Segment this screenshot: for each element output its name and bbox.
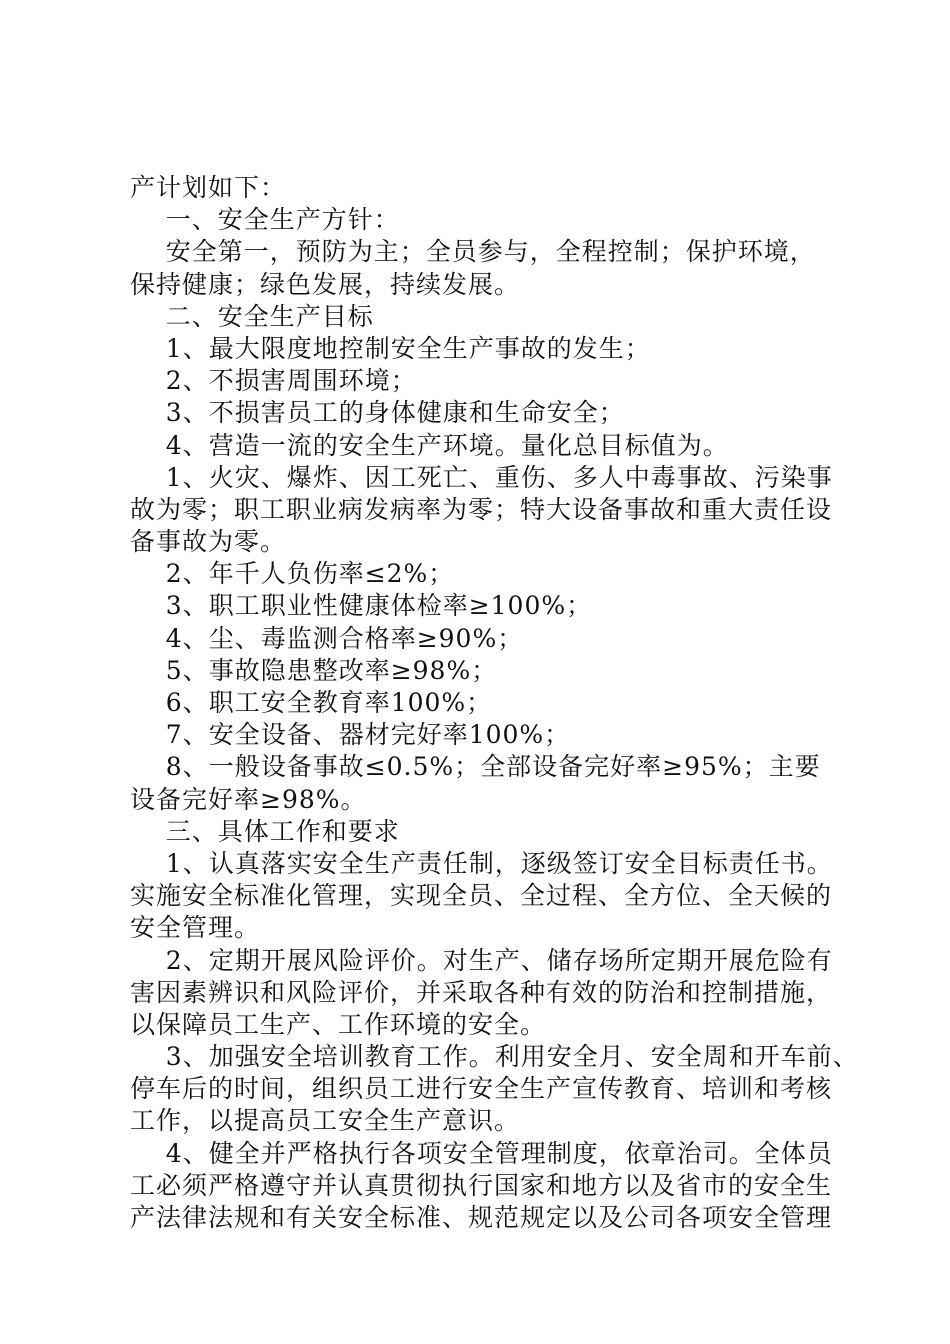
text-line: 害因素辨识和风险评价，并采取各种有效的防治和控制措施，: [130, 977, 833, 1007]
text-line: 产计划如下：: [130, 173, 287, 202]
document-body: [130, 172, 859, 1234]
text-line: 三、具体工作和要求: [130, 816, 400, 846]
text-line: 7、安全设备、器材完好率100%；: [130, 720, 571, 750]
text-line: 实施安全标准化管理，实现全员、全过程、全方位、全天候的: [130, 881, 833, 911]
text-line: 故为零；职工职业病发病率为零；特大设备事故和重大责任设: [130, 494, 833, 524]
text-line: 3、职工职业性健康体检率≥100%；: [130, 591, 593, 621]
text-line: 以保障员工生产、工作环境的安全。: [130, 1009, 547, 1039]
text-line: 备事故为零。: [130, 527, 287, 557]
text-line: 安全第一，预防为主；全员参与，全程控制；保护环境，: [130, 237, 816, 267]
text-line: 工作，以提高员工安全生产意识。: [130, 1106, 521, 1136]
text-line: 3、加强安全培训教育工作。利用安全月、安全周和开车前、: [130, 1042, 859, 1072]
text-line: 安全管理。: [130, 913, 261, 943]
text-line: 保持健康；绿色发展，持续发展。: [130, 269, 521, 299]
text-line: 工必须严格遵守并认真贯彻执行国家和地方以及省市的安全生: [130, 1170, 833, 1200]
text-line: 二、安全生产目标: [130, 301, 374, 331]
text-line: 4、营造一流的安全生产环境。量化总目标值为。: [130, 430, 729, 460]
text-line: 产法律法规和有关安全标准、规范规定以及公司各项安全管理: [130, 1203, 833, 1232]
text-line: 1、认真落实安全生产责任制，逐级签订安全目标责任书。: [130, 848, 833, 878]
text-line: 设备完好率≥98%。: [130, 784, 367, 814]
text-line: 6、职工安全教育率100%；: [130, 688, 493, 717]
text-line: 停车后的时间，组织员工进行安全生产宣传教育、培训和考核: [130, 1074, 833, 1104]
text-line: 5、事故隐患整改率≥98%；: [130, 655, 498, 685]
text-line: 3、不损害员工的身体健康和生命安全；: [130, 398, 625, 428]
text-line: 2、定期开展风险评价。对生产、储存场所定期开展危险有: [130, 945, 833, 975]
text-line: 1、最大限度地控制安全生产事故的发生；: [130, 333, 651, 363]
text-line: 2、不损害周围环境；: [130, 366, 417, 396]
text-line: 4、尘、毒监测合格率≥90%；: [130, 623, 524, 653]
text-line: 8、一般设备事故≤0.5%；全部设备完好率≥95%；主要: [130, 752, 821, 782]
text-line: 1、火灾、爆炸、因工死亡、重伤、多人中毒事故、污染事: [130, 462, 833, 492]
text-line: 一、安全生产方针：: [130, 205, 400, 235]
text-line: 4、健全并严格执行各项安全管理制度，依章治司。全体员: [130, 1138, 833, 1168]
text-line: 2、年千人负伤率≤2%；: [130, 559, 455, 589]
